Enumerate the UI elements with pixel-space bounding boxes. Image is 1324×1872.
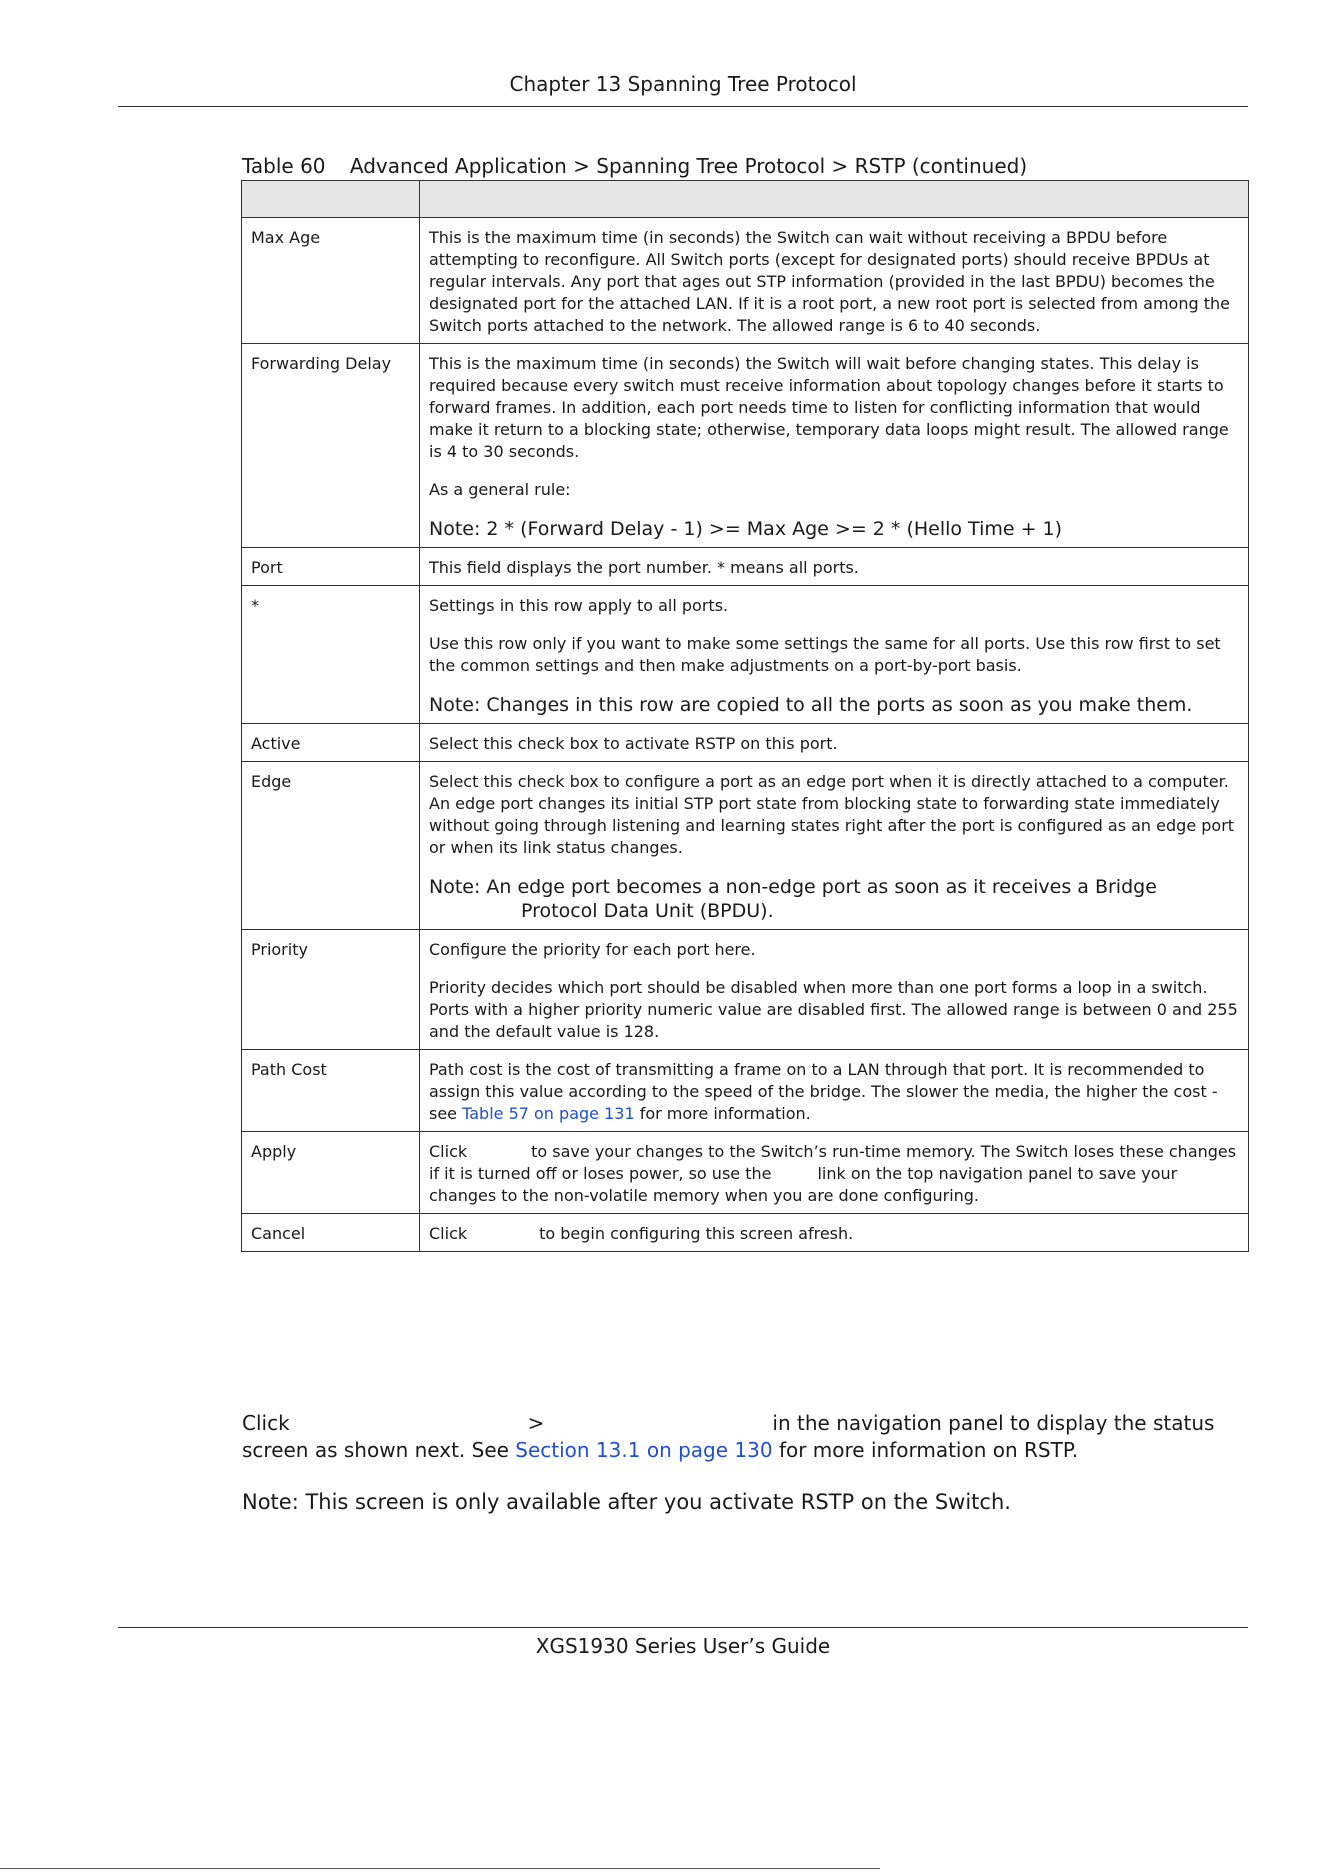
table-caption bbox=[242, 154, 1027, 178]
row-note: Note: Changes in this row are copied to all the ports as soon as you make them. bbox=[429, 694, 1193, 716]
table-row bbox=[242, 218, 1249, 344]
row-label-active: Active bbox=[242, 724, 420, 762]
row-desc-middle: to save your changes to the Switch’s run-time memory. The Switch loses these changes if it is turned off or loses power, so use the bbox=[429, 1142, 1237, 1183]
table-57-link[interactable]: Table 57 on page 131 bbox=[462, 1104, 635, 1123]
table-caption-title: Advanced Application > Spanning Tree Protocol > RSTP (continued) bbox=[349, 154, 1028, 178]
row-desc-text: This field displays the port number. * means all ports. bbox=[429, 558, 859, 577]
body-paragraph bbox=[242, 1410, 1248, 1464]
body-gt-symbol: > bbox=[527, 1411, 545, 1435]
row-desc-text: This is the maximum time (in seconds) the Switch will wait before changing states. This delay is required because every switch must receive information about topology changes before it starts to forward frames. In addition, each port needs time to listen for conflicting information that would make it return to a blocking state; otherwise, temporary data loops might result. The allowed range is 4 to 30 seconds. bbox=[429, 354, 1229, 461]
table-header-row bbox=[242, 181, 1249, 218]
row-label-priority: Priority bbox=[242, 930, 420, 1050]
page-footer bbox=[118, 1622, 1248, 1658]
row-desc-text-2: As a general rule: bbox=[429, 480, 571, 499]
row-desc-active bbox=[420, 724, 1249, 762]
row-desc-text: Select this check box to configure a port as an edge port when it is directly attached to a computer. An edge port changes its initial STP port state from blocking state to forwarding state immediately without going through listening and learning states right after the port is configured as an edge port or when its link status changes. bbox=[429, 772, 1235, 857]
table-row bbox=[242, 586, 1249, 724]
page-edge-line bbox=[0, 1868, 880, 1869]
guide-title: XGS1930 Series User’s Guide bbox=[535, 1634, 831, 1658]
page-header bbox=[118, 72, 1248, 96]
row-desc-priority bbox=[420, 930, 1249, 1050]
row-desc-forwarding-delay bbox=[420, 344, 1249, 548]
row-label-star: * bbox=[242, 586, 420, 724]
body-click-word: Click bbox=[242, 1411, 290, 1435]
row-desc-end: link on the top navigation panel to save your changes to the non-volatile memory when you are done configuring. bbox=[429, 1164, 1178, 1205]
row-desc-text-2: Priority decides which port should be disabled when more than one port forms a loop in a switch. Ports with a higher priority numeric value are disabled first. The allowed range is between 0 and 255 and the default value is 128. bbox=[429, 978, 1238, 1041]
row-desc-post: for more information. bbox=[634, 1104, 811, 1123]
row-desc-star bbox=[420, 586, 1249, 724]
table-row bbox=[242, 762, 1249, 930]
table-caption-number: Table 60 bbox=[242, 154, 326, 178]
row-label-apply: Apply bbox=[242, 1132, 420, 1214]
table-row bbox=[242, 724, 1249, 762]
row-desc-text: Select this check box to activate RSTP on this port. bbox=[429, 734, 838, 753]
row-desc-text-2: Use this row only if you want to make some settings the same for all ports. Use this row first to set the common settings and then make adjustments on a port-by-port basis. bbox=[429, 634, 1221, 675]
row-desc-cancel bbox=[420, 1214, 1249, 1252]
row-note bbox=[429, 875, 1239, 923]
row-desc-text: This is the maximum time (in seconds) the Switch can wait without receiving a BPDU before attempting to reconfigure. All Switch ports (except for designated ports) should receive BPDUs at regular intervals. Any port that ages out STP information (provided in the last BPDU) becomes the designated port for the attached LAN. If it is a root port, a new root port is selected from among the Switch ports attached to the network. The allowed range is 6 to 40 seconds. bbox=[429, 228, 1230, 335]
table-header-label bbox=[242, 181, 420, 218]
row-desc-text bbox=[429, 1223, 1239, 1245]
body-note: Note: This screen is only available after you activate RSTP on the Switch. bbox=[242, 1490, 1011, 1514]
table-row bbox=[242, 1214, 1249, 1252]
row-desc-text bbox=[429, 1059, 1239, 1125]
row-note-line-2: Protocol Data Unit (BPDU). bbox=[521, 900, 774, 922]
row-desc-path-cost bbox=[420, 1050, 1249, 1132]
row-desc-text bbox=[429, 1141, 1239, 1207]
row-note: Note: 2 * (Forward Delay - 1) >= Max Age >= 2 * (Hello Time + 1) bbox=[429, 518, 1063, 540]
row-label-path-cost: Path Cost bbox=[242, 1050, 420, 1132]
row-desc-end: to begin configuring this screen afresh. bbox=[539, 1224, 854, 1243]
row-desc-text: Settings in this row apply to all ports. bbox=[429, 596, 729, 615]
row-desc-text: Configure the priority for each port here. bbox=[429, 940, 756, 959]
row-desc-port bbox=[420, 548, 1249, 586]
table-row bbox=[242, 1050, 1249, 1132]
row-label-max-age: Max Age bbox=[242, 218, 420, 344]
row-desc-click: Click bbox=[429, 1142, 468, 1161]
chapter-title: Chapter 13 Spanning Tree Protocol bbox=[509, 72, 857, 96]
table-row bbox=[242, 1132, 1249, 1214]
row-desc-edge bbox=[420, 762, 1249, 930]
body-text-after: in the navigation panel to display the status screen as shown next. See bbox=[242, 1411, 1215, 1462]
row-desc-pre: Path cost is the cost of transmitting a frame on to a LAN through that port. It is recommended to assign this value according to the speed of the bridge. The slower the media, the higher the cost - see bbox=[429, 1060, 1218, 1123]
body-text-end: for more information on RSTP. bbox=[772, 1438, 1079, 1462]
row-label-forwarding-delay: Forwarding Delay bbox=[242, 344, 420, 548]
row-label-edge: Edge bbox=[242, 762, 420, 930]
rstp-table bbox=[241, 180, 1249, 1252]
table-row bbox=[242, 344, 1249, 548]
row-desc-max-age bbox=[420, 218, 1249, 344]
table-row bbox=[242, 548, 1249, 586]
row-label-port: Port bbox=[242, 548, 420, 586]
row-label-cancel: Cancel bbox=[242, 1214, 420, 1252]
header-rule bbox=[118, 106, 1248, 107]
table-row bbox=[242, 930, 1249, 1050]
row-desc-apply bbox=[420, 1132, 1249, 1214]
row-note-line-1: Note: An edge port becomes a non-edge port as soon as it receives a Bridge bbox=[429, 876, 1157, 898]
row-desc-click: Click bbox=[429, 1224, 468, 1243]
table-header-desc bbox=[420, 181, 1249, 218]
section-13-1-link[interactable]: Section 13.1 on page 130 bbox=[515, 1438, 773, 1462]
